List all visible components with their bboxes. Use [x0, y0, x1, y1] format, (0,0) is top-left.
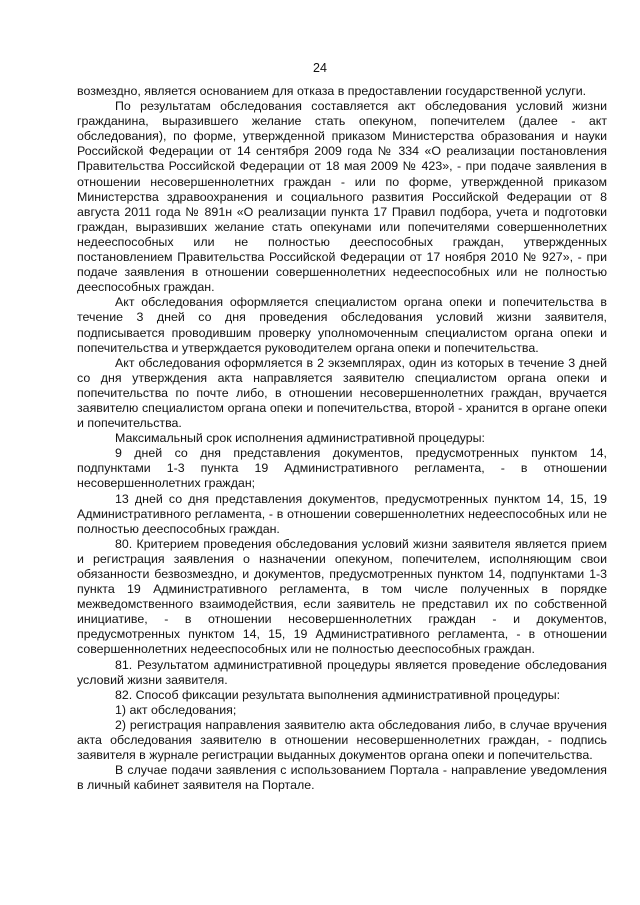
paragraph: 1) акт обследования;: [115, 702, 237, 717]
document-body: [77, 84, 607, 793]
page-number: 24: [313, 61, 327, 75]
paragraph: возмездно, является основанием для отказа в предоставлении государственной услуги.: [77, 84, 587, 98]
paragraph: 80. Критерием проведения обследования условий жизни заявителя является прием и регистрация заявления о назначении опекуном, попечителем, исполняющим свои обязанности безвозмездно, и документов, предусмотренных пунктом 14, подпунктами 1-3 пункта 19 Административного регламента, в том числе полученных в порядке межведомственного взаимодействия, если заявитель не представил их по собственной инициативе, - в отношении несовершеннолетних граждан - и документов, предусмотренных пунктом 14, 15, 19 Административного регламента, - в отношении совершеннолетних недееспособных или не полностью дееспособных граждан.: [77, 536, 607, 657]
paragraph: Максимальный срок исполнения административной процедуры:: [115, 431, 485, 446]
paragraph: 13 дней со дня представления документов, предусмотренных пунктом 14, 15, 19 Административного регламента, - в отношении совершеннолетних недееспособных или не полностью дееспособных граждан.: [77, 491, 607, 536]
paragraph: Акт обследования оформляется в 2 экземплярах, один из которых в течение 3 дней со дня утверждения акта направляется заявителю специалистом органа опеки и попечительства по почте либо, в отношении несовершеннолетних граждан, вручается заявителю специалистом органа опеки и попечительства, второй - хранится в органе опеки и попечительства.: [77, 355, 607, 431]
paragraph: Акт обследования оформляется специалистом органа опеки и попечительства в течение 3 дней со дня проведения обследования условий жизни заявителя, подписывается проводившим проверку уполномоченным специалистом органа опеки и попечительства и утверждается руководителем органа опеки и попечительства.: [77, 295, 607, 355]
paragraph: 82. Способ фиксации результата выполнения административной процедуры:: [115, 687, 561, 702]
paragraph: По результатам обследования составляется акт обследования условий жизни гражданина, выразившего желание стать опекуном, попечителем (далее - акт обследования), по форме, утвержденной приказом Министерства образования и науки Российской Федерации от 14 сентября 2009 года № 334 «О реализации постановления Правительства Российской Федерации от 18 мая 2009 № 423», - при подаче заявления в отношении несовершеннолетних граждан - или по форме, утвержденной приказом Министерства здравоохранения и социального развития Российской Федерации от 8 августа 2011 года № 891н «О реализации пункта 17 Правил подбора, учета и подготовки граждан, выразивших желание стать опекунами или попечителями совершеннолетних недееспособных или не полностью дееспособных граждан, утвержденных постановлением Правительства Российской Федерации от 17 ноября 2010 № 927», - при подаче заявления в отношении совершеннолетних недееспособных или не полностью дееспособных граждан.: [77, 99, 607, 295]
paragraph: 2) регистрация направления заявителю акта обследования либо, в случае вручения акта обследования заявителю в отношении несовершеннолетних граждан, - подпись заявителя в журнале регистрации выданных документов органа опеки и попечительства.: [77, 717, 607, 763]
paragraph: 9 дней со дня представления документов, предусмотренных пунктом 14, подпунктами 1-3 пункта 19 Административного регламента, - в отношении несовершеннолетних граждан;: [77, 446, 607, 491]
paragraph: В случае подачи заявления с использованием Портала - направление уведомления в личный кабинет заявителя на Портале.: [77, 763, 607, 793]
paragraph: 81. Результатом административной процедуры является проведение обследования условий жизни заявителя.: [77, 657, 607, 687]
